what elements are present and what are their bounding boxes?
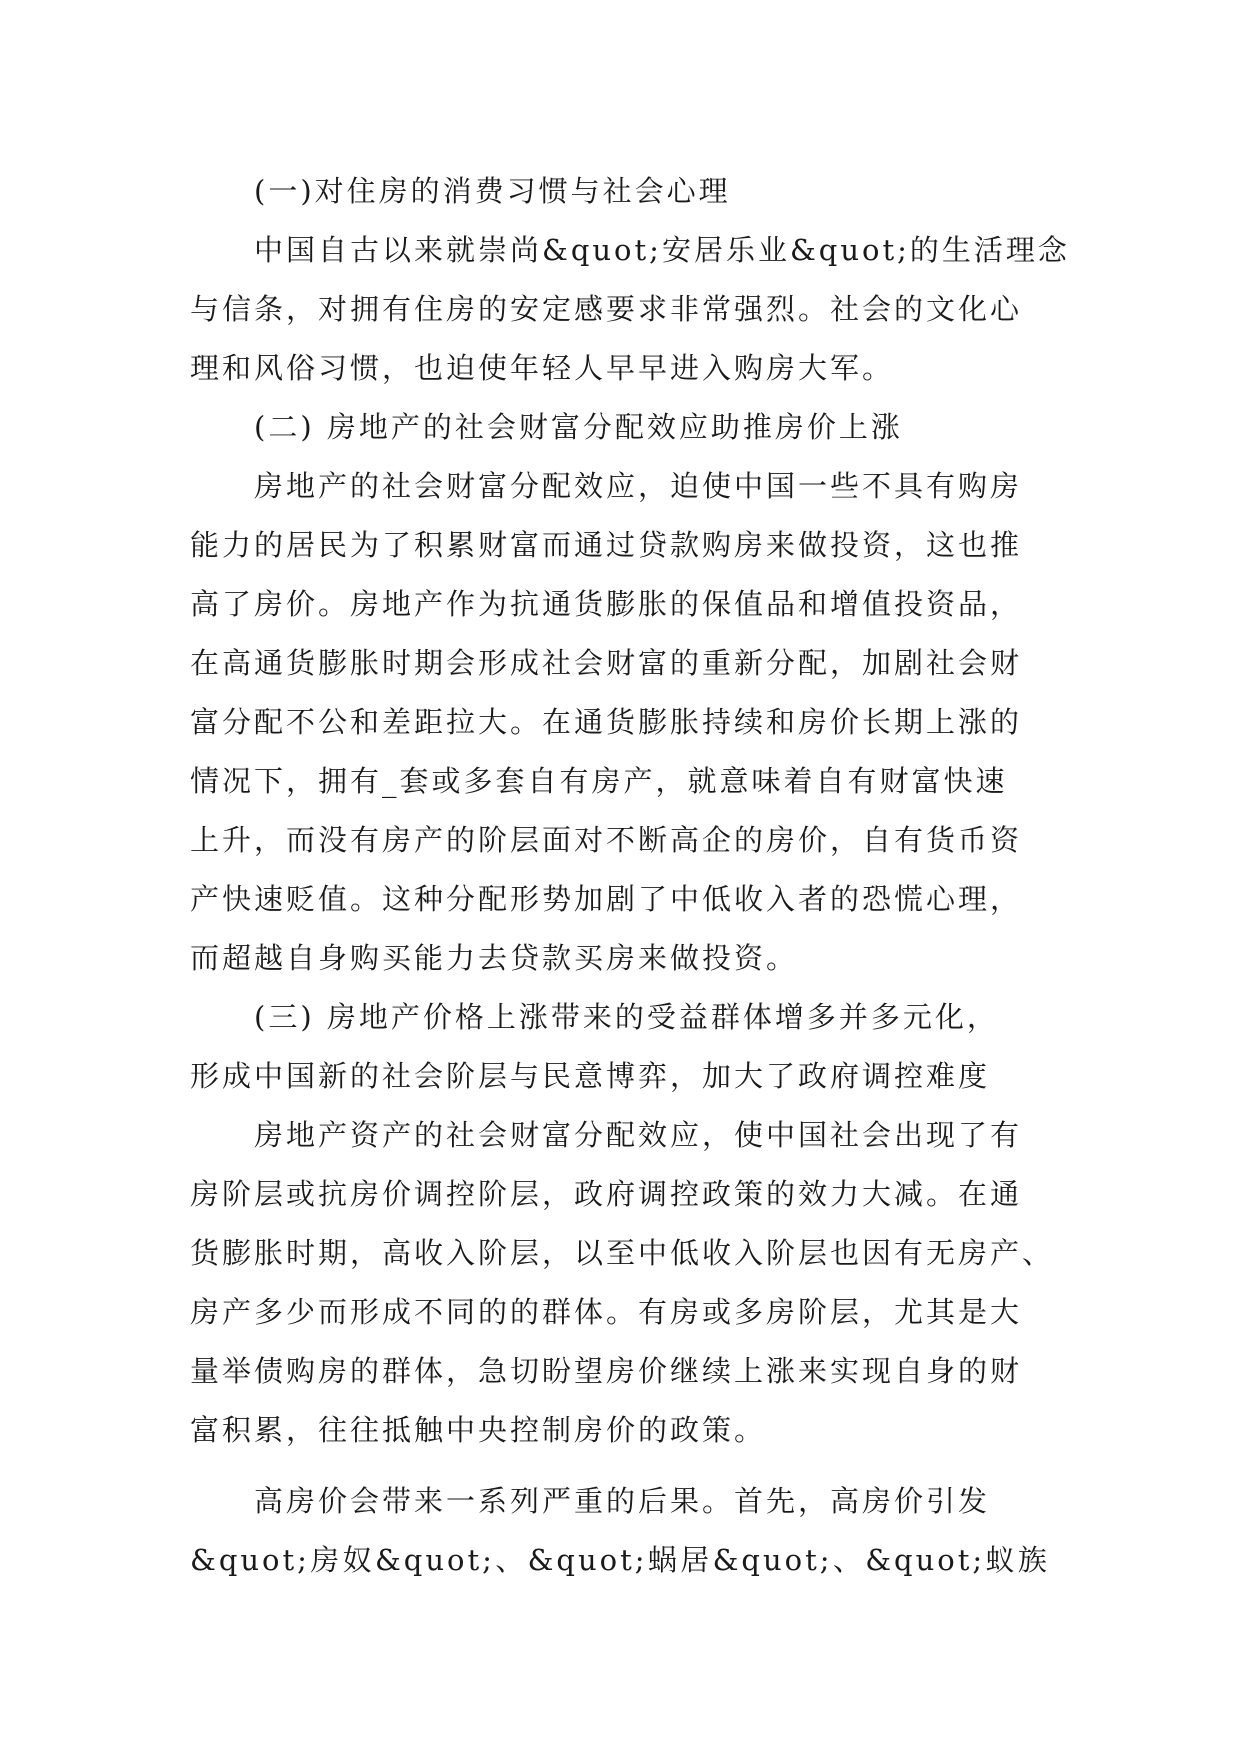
token: 、	[832, 1543, 865, 1577]
paragraph-line: 房地产的社会财富分配效应，迫使中国一些不具有购房	[254, 469, 1023, 503]
paragraph-line: 高房价会带来一系列严重的后果。首先，高房价引发	[254, 1484, 991, 1518]
paragraph-line: 富积累，往往抵触中央控制房价的政策。	[190, 1413, 767, 1447]
paragraph-line: 而超越自身购买能力去贷款买房来做投资。	[190, 941, 799, 975]
paragraph-line: 在高通货膨胀时期会形成社会财富的重新分配，加剧社会财	[190, 646, 1023, 680]
paragraph-line: 上升，而没有房产的阶层面对不断高企的房价，自有货币资	[190, 823, 1023, 857]
section-heading-1: (一)对住房的消费习惯与社会心理	[254, 174, 731, 208]
token: &quot;	[865, 1543, 986, 1577]
section-heading-3-cont: 形成中国新的社会阶层与民意博弈，加大了政府调控难度	[190, 1059, 991, 1093]
token: 奴	[342, 1543, 375, 1577]
paragraph-line: 中国自古以来就崇尚&quot;安居乐业&quot;的生活理念	[254, 233, 1070, 267]
paragraph-line: 房阶层或抗房价调控阶层，政府调控政策的效力大减。在通	[190, 1177, 1023, 1211]
paragraph-line: 情况下，拥有_套或多套自有房产，就意味着自有财富快速	[190, 764, 1008, 798]
token: 蜗	[647, 1543, 680, 1577]
paragraph-line: 量举债购房的群体，急切盼望房价继续上涨来实现自身的财	[190, 1354, 1023, 1388]
token: &quot;	[527, 1543, 648, 1577]
justified-last-line	[190, 1531, 1050, 1590]
paragraph-line: 富分配不公和差距拉大。在通货膨胀持续和房价长期上涨的	[190, 705, 1023, 739]
paragraph-gap	[190, 1460, 1050, 1472]
token: 房	[310, 1543, 343, 1577]
token: 、	[495, 1543, 528, 1577]
paragraph-line: 房地产资产的社会财富分配效应，使中国社会出现了有	[254, 1118, 1023, 1152]
token: &quot;	[374, 1543, 495, 1577]
section-heading-2: (二) 房地产的社会财富分配效应助推房价上涨	[254, 410, 903, 444]
section-heading-3: (三) 房地产价格上涨带来的受益群体增多并多元化，	[254, 1000, 999, 1034]
token: &quot;	[190, 1543, 310, 1577]
document-body	[190, 162, 1070, 1590]
paragraph-line: 货膨胀时期，高收入阶层，以至中低收入阶层也因有无房产、	[190, 1236, 1055, 1270]
paragraph-line: 能力的居民为了积累财富而通过贷款购房来做投资，这也推	[190, 528, 1023, 562]
token: 族	[1017, 1543, 1050, 1577]
paragraph-line: 与信条，对拥有住房的安定感要求非常强烈。社会的文化心	[190, 292, 1023, 326]
paragraph-line: 房产多少而形成不同的的群体。有房或多房阶层，尤其是大	[190, 1295, 1023, 1329]
paragraph-line: 产快速贬值。这种分配形势加剧了中低收入者的恐慌心理，	[190, 882, 1023, 916]
token: 居	[680, 1543, 713, 1577]
token: &quot;	[712, 1543, 833, 1577]
paragraph-line: 高了房价。房地产作为抗通货膨胀的保值品和增值投资品，	[190, 587, 1023, 621]
paragraph-line: 理和风俗习惯，也迫使年轻人早早进入购房大军。	[190, 351, 895, 385]
token: 蚁	[985, 1543, 1018, 1577]
